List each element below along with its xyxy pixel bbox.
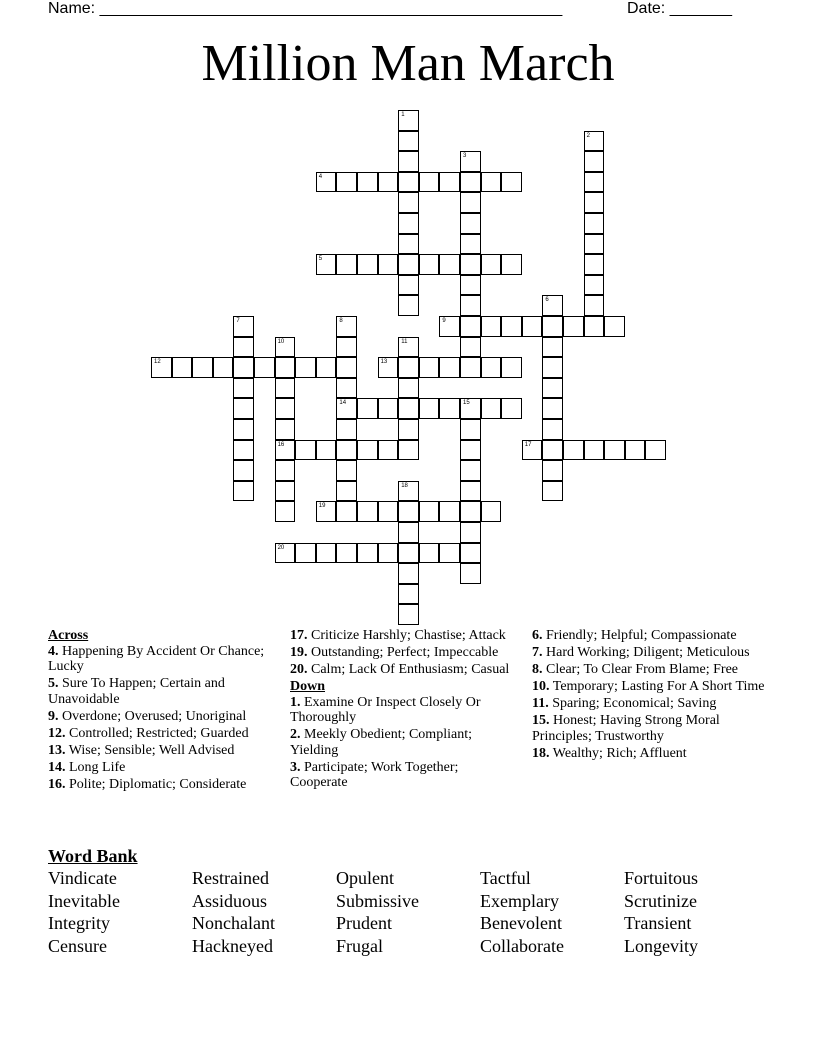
clue-down-10: 10. Temporary; Lasting For A Short Time bbox=[532, 679, 765, 694]
word-bank-item: Assiduous bbox=[192, 890, 268, 911]
crossword-cell[interactable] bbox=[398, 584, 419, 605]
crossword-cell[interactable] bbox=[378, 398, 399, 419]
clue-across-9: 9. Overdone; Overused; Unoriginal bbox=[48, 708, 247, 724]
crossword-cell[interactable] bbox=[604, 316, 625, 337]
crossword-cell[interactable] bbox=[419, 254, 440, 275]
clue-number: 16 bbox=[277, 441, 285, 448]
word-bank-item: Tactful bbox=[480, 868, 531, 888]
clue-number: 5 bbox=[318, 256, 323, 263]
crossword-cell[interactable] bbox=[439, 398, 460, 419]
crossword-cell[interactable] bbox=[460, 151, 481, 172]
crossword-cell[interactable] bbox=[460, 295, 481, 316]
crossword-cell[interactable] bbox=[398, 543, 419, 564]
clue-across-12: 12. Controlled; Restricted; Guarded bbox=[48, 725, 249, 741]
crossword-cell[interactable] bbox=[460, 337, 481, 358]
crossword-cell[interactable] bbox=[378, 172, 399, 193]
clue-number: 1 bbox=[401, 112, 405, 118]
crossword-cell[interactable] bbox=[542, 295, 563, 316]
crossword-cell[interactable] bbox=[481, 501, 502, 522]
crossword-cell[interactable] bbox=[398, 604, 419, 625]
crossword-cell[interactable] bbox=[460, 316, 481, 337]
clues-column-1 bbox=[48, 628, 276, 794]
clue-number: 10 bbox=[277, 338, 285, 345]
crossword-cell[interactable] bbox=[233, 357, 254, 378]
crossword-cell[interactable] bbox=[625, 440, 646, 461]
crossword-cell[interactable] bbox=[254, 357, 275, 378]
crossword-cell[interactable] bbox=[501, 254, 522, 275]
crossword-cell[interactable] bbox=[275, 481, 296, 502]
crossword-cell[interactable] bbox=[419, 501, 440, 522]
crossword-cell[interactable] bbox=[501, 316, 522, 337]
crossword-cell[interactable] bbox=[460, 213, 481, 234]
clue-number: 18 bbox=[401, 482, 408, 489]
crossword-cell[interactable] bbox=[233, 481, 254, 502]
crossword-cell[interactable] bbox=[439, 254, 460, 275]
crossword-cell[interactable] bbox=[645, 440, 666, 461]
crossword-cell[interactable] bbox=[584, 275, 605, 296]
crossword-cell[interactable] bbox=[460, 254, 481, 275]
crossword-cell[interactable] bbox=[460, 398, 481, 419]
crossword-cell[interactable] bbox=[563, 316, 584, 337]
crossword-cell[interactable] bbox=[439, 543, 460, 564]
crossword-cell[interactable] bbox=[275, 398, 296, 419]
crossword-cell[interactable] bbox=[151, 357, 172, 378]
clue-across-13: 13. Wise; Sensible; Well Advised bbox=[48, 742, 235, 758]
crossword-cell[interactable] bbox=[233, 316, 254, 337]
word-bank-item: Hackneyed bbox=[192, 936, 273, 957]
clue-down-11: 11. Sparing; Economical; Saving bbox=[532, 696, 717, 711]
crossword-cell[interactable] bbox=[460, 460, 481, 481]
crossword-cell[interactable] bbox=[460, 440, 481, 461]
crossword-cell[interactable] bbox=[233, 460, 254, 481]
crossword-cell[interactable] bbox=[398, 172, 419, 193]
clue-number: 6 bbox=[545, 297, 549, 304]
crossword-cell[interactable] bbox=[316, 440, 337, 461]
crossword-cell[interactable] bbox=[398, 337, 419, 358]
crossword-cell[interactable] bbox=[460, 501, 481, 522]
crossword-cell[interactable] bbox=[398, 213, 419, 234]
word-bank-item: Vindicate bbox=[48, 868, 117, 888]
crossword-cell[interactable] bbox=[233, 440, 254, 461]
crossword-cell[interactable] bbox=[398, 398, 419, 419]
crossword-cell[interactable] bbox=[378, 357, 399, 378]
crossword-cell[interactable] bbox=[542, 398, 563, 419]
crossword-cell[interactable] bbox=[460, 357, 481, 378]
crossword-cell[interactable] bbox=[275, 378, 296, 399]
crossword-cell[interactable] bbox=[542, 419, 563, 440]
crossword-cell[interactable] bbox=[275, 440, 296, 461]
word-bank-item: Integrity bbox=[48, 913, 110, 934]
crossword-cell[interactable] bbox=[584, 192, 605, 213]
crossword-cell[interactable] bbox=[481, 316, 502, 337]
clue-down-6: 6. Friendly; Helpful; Compassionate bbox=[532, 628, 737, 643]
crossword-cell[interactable] bbox=[357, 440, 378, 461]
crossword-cell[interactable] bbox=[336, 501, 357, 522]
clue-across-5: 5. Sure To Happen; Certain and Unavoidable bbox=[48, 676, 225, 707]
clue-number: 19 bbox=[318, 503, 326, 510]
date-field-label: Date: _______ bbox=[627, 0, 732, 17]
crossword-cell[interactable] bbox=[542, 316, 563, 337]
crossword-cell[interactable] bbox=[481, 254, 502, 275]
crossword-cell[interactable] bbox=[172, 357, 193, 378]
crossword-cell[interactable] bbox=[378, 440, 399, 461]
crossword-cell[interactable] bbox=[460, 522, 481, 543]
crossword-cell[interactable] bbox=[584, 254, 605, 275]
crossword-cell[interactable] bbox=[275, 357, 296, 378]
crossword-cell[interactable] bbox=[398, 501, 419, 522]
crossword-cell[interactable] bbox=[336, 337, 357, 358]
clue-down-18: 18. Wealthy; Rich; Affluent bbox=[532, 745, 687, 761]
crossword-cell[interactable] bbox=[233, 378, 254, 399]
clue-number: 4 bbox=[318, 173, 323, 180]
clue-across-19: 19. Outstanding; Perfect; Impeccable bbox=[290, 645, 499, 660]
clue-number: 11 bbox=[401, 338, 408, 345]
crossword-cell[interactable] bbox=[378, 254, 399, 275]
crossword-cell[interactable] bbox=[542, 357, 563, 378]
word-bank-item: Exemplary bbox=[480, 890, 559, 911]
crossword-cell[interactable] bbox=[336, 481, 357, 502]
crossword-cell[interactable] bbox=[233, 419, 254, 440]
crossword-cell[interactable] bbox=[542, 440, 563, 461]
crossword-cell[interactable] bbox=[584, 440, 605, 461]
word-bank-item: Frugal bbox=[336, 936, 383, 957]
crossword-cell[interactable] bbox=[398, 563, 419, 584]
crossword-cell[interactable] bbox=[398, 131, 419, 152]
crossword-cell[interactable] bbox=[542, 481, 563, 502]
word-bank-item: Fortuitous bbox=[624, 868, 699, 888]
clue-down-1: 1. Examine Or Inspect Closely Or Thoroughly bbox=[290, 694, 481, 725]
crossword-cell[interactable] bbox=[439, 316, 460, 337]
crossword-cell[interactable] bbox=[336, 254, 357, 275]
crossword-cell[interactable] bbox=[439, 172, 460, 193]
crossword-cell[interactable] bbox=[398, 440, 419, 461]
word-bank-item: Transient bbox=[624, 913, 692, 934]
crossword-cell[interactable] bbox=[584, 131, 605, 152]
clue-number: 20 bbox=[277, 544, 285, 551]
crossword-cell[interactable] bbox=[336, 460, 357, 481]
clue-number: 3 bbox=[463, 153, 467, 160]
clue-down-8: 8. Clear; To Clear From Blame; Free bbox=[532, 662, 738, 677]
crossword-cell[interactable] bbox=[460, 234, 481, 255]
crossword-cell[interactable] bbox=[275, 501, 296, 522]
word-bank-item: Submissive bbox=[336, 890, 420, 911]
crossword-cell[interactable] bbox=[460, 543, 481, 564]
crossword-cell[interactable] bbox=[295, 357, 316, 378]
crossword-cell[interactable] bbox=[501, 172, 522, 193]
clue-number: 2 bbox=[586, 132, 590, 139]
crossword-cell[interactable] bbox=[275, 419, 296, 440]
crossword-cell[interactable] bbox=[419, 398, 440, 419]
crossword-cell[interactable] bbox=[522, 440, 543, 461]
clues-column-2 bbox=[290, 628, 518, 792]
crossword-cell[interactable] bbox=[398, 254, 419, 275]
crossword-cell[interactable] bbox=[316, 357, 337, 378]
crossword-cell[interactable] bbox=[584, 295, 605, 316]
crossword-cell[interactable] bbox=[336, 419, 357, 440]
crossword-cell[interactable] bbox=[233, 337, 254, 358]
crossword-cell[interactable] bbox=[316, 501, 337, 522]
crossword-cell[interactable] bbox=[419, 172, 440, 193]
crossword-cell[interactable] bbox=[542, 337, 563, 358]
crossword-cell[interactable] bbox=[213, 357, 234, 378]
clue-down-7: 7. Hard Working; Diligent; Meticulous bbox=[532, 645, 750, 660]
clue-number: 15 bbox=[463, 400, 470, 407]
crossword-cell[interactable] bbox=[336, 398, 357, 419]
down-heading: Down bbox=[290, 679, 326, 694]
word-bank-item: Longevity bbox=[624, 936, 698, 957]
crossword-cell[interactable] bbox=[336, 172, 357, 193]
crossword-cell[interactable] bbox=[522, 316, 543, 337]
word-bank-item: Restrained bbox=[192, 868, 269, 888]
word-bank-item: Inevitable bbox=[48, 890, 120, 911]
crossword-cell[interactable] bbox=[233, 398, 254, 419]
crossword-cell[interactable] bbox=[501, 357, 522, 378]
crossword-cell[interactable] bbox=[460, 563, 481, 584]
crossword-cell[interactable] bbox=[439, 501, 460, 522]
crossword-cell[interactable] bbox=[336, 357, 357, 378]
crossword-cell[interactable] bbox=[316, 172, 337, 193]
word-bank-item: Collaborate bbox=[480, 936, 564, 957]
crossword-cell[interactable] bbox=[378, 501, 399, 522]
crossword-cell[interactable] bbox=[336, 316, 357, 337]
crossword-cell[interactable] bbox=[481, 398, 502, 419]
crossword-cell[interactable] bbox=[460, 172, 481, 193]
crossword-cell[interactable] bbox=[357, 398, 378, 419]
clue-across-4: 4. Happening By Accident Or Chance; Lucky bbox=[48, 643, 265, 674]
clue-number: 8 bbox=[339, 318, 343, 324]
clue-across-20: 20. Calm; Lack Of Enthusiasm; Casual bbox=[290, 662, 510, 677]
crossword-cell[interactable] bbox=[398, 192, 419, 213]
word-bank-item: Benevolent bbox=[480, 913, 562, 934]
crossword-cell[interactable] bbox=[584, 151, 605, 172]
word-bank-title: Word Bank bbox=[48, 846, 138, 866]
crossword-cell[interactable] bbox=[584, 234, 605, 255]
page-title: Million Man March bbox=[201, 35, 615, 92]
crossword-cell[interactable] bbox=[398, 481, 419, 502]
crossword-cell[interactable] bbox=[336, 543, 357, 564]
crossword-cell[interactable] bbox=[460, 481, 481, 502]
crossword-cell[interactable] bbox=[584, 316, 605, 337]
crossword-cell[interactable] bbox=[460, 192, 481, 213]
crossword-cell[interactable] bbox=[460, 419, 481, 440]
crossword-cell[interactable] bbox=[481, 357, 502, 378]
crossword-cell[interactable] bbox=[501, 398, 522, 419]
crossword-cell[interactable] bbox=[275, 543, 296, 564]
crossword-cell[interactable] bbox=[584, 213, 605, 234]
word-bank-item: Censure bbox=[48, 936, 107, 957]
crossword-cell[interactable] bbox=[275, 337, 296, 358]
crossword-cell[interactable] bbox=[398, 151, 419, 172]
across-heading: Across bbox=[48, 628, 89, 643]
crossword-cell[interactable] bbox=[563, 440, 584, 461]
clue-across-16: 16. Polite; Diplomatic; Considerate bbox=[48, 776, 247, 792]
crossword-cell[interactable] bbox=[378, 543, 399, 564]
crossword-cell[interactable] bbox=[398, 357, 419, 378]
clue-number: 12 bbox=[154, 359, 161, 366]
crossword-cell[interactable] bbox=[542, 460, 563, 481]
crossword-cell[interactable] bbox=[295, 543, 316, 564]
crossword-cell[interactable] bbox=[357, 543, 378, 564]
name-field-label: Name: ____________________________________________________ bbox=[48, 0, 563, 17]
clue-across-17: 17. Criticize Harshly; Chastise; Attack bbox=[290, 628, 506, 643]
word-bank-item: Opulent bbox=[336, 868, 394, 888]
clue-number: 14 bbox=[339, 400, 347, 407]
clues-column-3 bbox=[532, 628, 772, 763]
crossword-cell[interactable] bbox=[398, 419, 419, 440]
crossword-cell[interactable] bbox=[316, 543, 337, 564]
clue-down-2: 2. Meekly Obedient; Compliant; Yielding bbox=[290, 727, 472, 758]
crossword-cell[interactable] bbox=[398, 295, 419, 316]
clue-number: 13 bbox=[380, 359, 388, 366]
crossword-cell[interactable] bbox=[357, 172, 378, 193]
word-bank-item: Scrutinize bbox=[624, 890, 697, 911]
crossword-cell[interactable] bbox=[336, 440, 357, 461]
clue-down-3: 3. Participate; Work Together; Cooperate bbox=[290, 759, 459, 790]
crossword-cell[interactable] bbox=[357, 254, 378, 275]
word-bank-item: Nonchalant bbox=[192, 913, 275, 934]
crossword-cell[interactable] bbox=[419, 357, 440, 378]
crossword-cell[interactable] bbox=[460, 275, 481, 296]
crossword-cell[interactable] bbox=[398, 378, 419, 399]
crossword-cell[interactable] bbox=[398, 522, 419, 543]
crossword-cell[interactable] bbox=[481, 172, 502, 193]
clue-number: 7 bbox=[236, 318, 240, 324]
crossword-cell[interactable] bbox=[275, 460, 296, 481]
crossword-cell[interactable] bbox=[336, 378, 357, 399]
clue-down-15: 15. Honest; Having Strong Moral Principles; Trustworthy bbox=[532, 713, 720, 744]
crossword-cell[interactable] bbox=[604, 440, 625, 461]
crossword-cell[interactable] bbox=[584, 172, 605, 193]
crossword-cell[interactable] bbox=[398, 234, 419, 255]
clue-number: 9 bbox=[442, 318, 446, 324]
crossword-cell[interactable] bbox=[192, 357, 213, 378]
crossword-cell[interactable] bbox=[357, 501, 378, 522]
crossword-cell[interactable] bbox=[542, 378, 563, 399]
clue-across-14: 14. Long Life bbox=[48, 759, 126, 775]
word-bank-item: Prudent bbox=[336, 913, 392, 934]
crossword-cell[interactable] bbox=[316, 254, 337, 275]
crossword-cell[interactable] bbox=[398, 275, 419, 296]
crossword-cell[interactable] bbox=[439, 357, 460, 378]
crossword-cell[interactable] bbox=[295, 440, 316, 461]
crossword-cell[interactable] bbox=[419, 543, 440, 564]
crossword-cell[interactable] bbox=[398, 110, 419, 131]
clue-number: 17 bbox=[524, 441, 532, 448]
